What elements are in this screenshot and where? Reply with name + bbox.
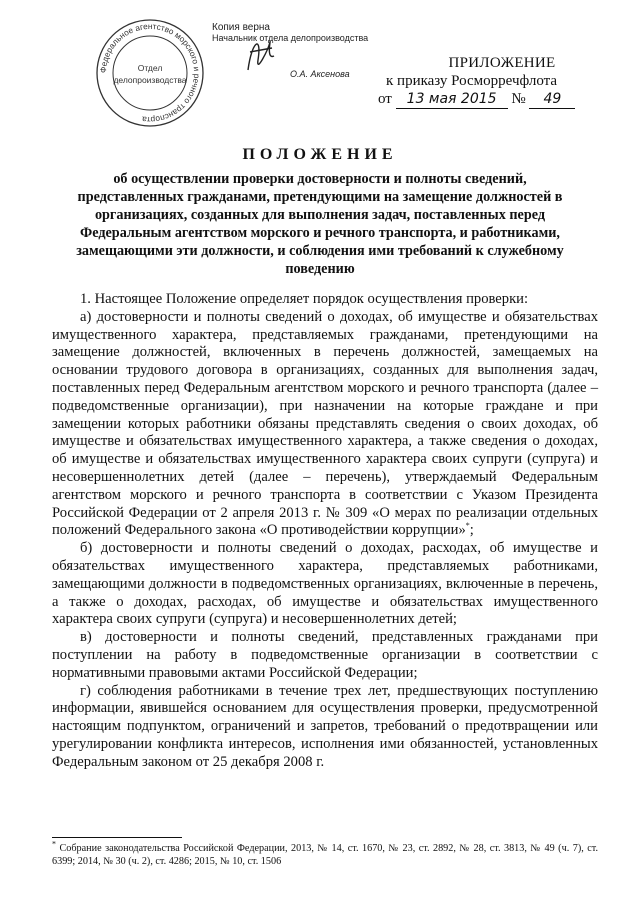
document-title: ПОЛОЖЕНИЕ [242, 146, 398, 163]
from-label: от [378, 91, 392, 107]
handwritten-signature [240, 30, 280, 80]
appendix-order-ref: к приказу Росморречфлота [386, 73, 558, 89]
document-body [52, 291, 598, 772]
footnote-mark: * [52, 839, 56, 849]
stamp-graphic [95, 18, 205, 128]
round-stamp [95, 18, 205, 128]
paragraph-1: 1. Настоящее Положение определяет порядок осуществления проверки: [80, 291, 529, 307]
stamp-center-line2: делопроизводства [113, 75, 187, 85]
order-number: 49 [529, 90, 575, 109]
paragraph-a-end: ; [469, 522, 474, 539]
appendix-date-line [378, 90, 588, 109]
stamp-center-line1: Отдел [137, 63, 163, 73]
document-subtitle: об осуществлении проверки достоверности и полноты сведений, представленных гражданами, претендующими на замещение должностей в организациях, созданных для выполнения задач, поставленных перед Федеральным агентством морского и речного транспорта, и работниками, замещающими эти должности, и соблюдения ими требований к служебному поведению [76, 171, 564, 277]
paragraph-a [52, 309, 598, 540]
footnote-divider [52, 837, 182, 838]
number-label: № [511, 91, 526, 107]
copy-note-line2: Начальник отдела делопроизводства [212, 33, 369, 43]
appendix-header [378, 54, 588, 109]
copy-note-line1: Копия верна [212, 22, 270, 33]
appendix-title: ПРИЛОЖЕНИЕ [448, 55, 556, 71]
stamp-ring-text: Федеральное агентство морского и речного транспорта [97, 20, 203, 126]
footnote-text: Собрание законодательства Российской Федерации, 2013, № 14, ст. 1670, № 23, ст. 2892, № 28, ст. 3813, № 49 (ч. 7), ст. 6399; 2014, № 30 (ч. 2), ст. 4286; 2015, № 10, ст. 1506 [52, 843, 598, 867]
paragraph-a-text: а) достоверности и полноты сведений о доходах, об имуществе и обязательствах имущественного характера, представляемых гражданами, претендующими на замещение должностей, включенных в перечень должностей, замещаемых на основании трудового договора в организациях, созданных для выполнения задач, поставленных перед Федеральным агентством морского и речного транспорта (далее – подведомственные организации), при назначении на которые граждане и при замещении которых работники обязаны представлять сведения о своих доходах, об имуществе и обязательствах имущественного характера, а также сведения о доходах, об имуществе и обязательствах имущественного характера своих супруги (супруга) и несовершеннолетних детей (далее – перечень), утверждаемый Федеральным агентством морского и речного транспорта в соответствии с Указом Президента Российской Федерации от 2 апреля 2013 г. № 309 «О мерах по реализации отдельных положений Федерального закона «О противодействии коррупции» [52, 308, 598, 539]
paragraph-v: в) достоверности и полноты сведений, представленных гражданами при поступлении на работу в подведомственные организации в соответствии с нормативными правовыми актами Российской Федерации; [52, 629, 598, 681]
document-heading [60, 146, 580, 278]
copy-note-signer: О.А. Аксенова [290, 69, 350, 79]
paragraph-g: г) соблюдения работниками в течение трех лет, предшествующих поступлению информации, явившейся основанием для осуществления проверки, предусмотренной настоящим подпунктом, ограничений и запретов, требований о предотвращении или урегулировании конфликта интересов, исполнения ими обязанностей, установленных Федеральным законом от 25 декабря 2008 г. [52, 682, 598, 770]
copy-certification [212, 22, 369, 79]
paragraph-b: б) достоверности и полноты сведений о доходах, расходах, об имуществе и обязательствах имущественного характера, представляемых работниками, замещающими должности в подведомственных организациях, включенные в перечень, а также о доходах, расходах, об имуществе и обязательствах имущественного характера своих супруги (супруга) и несовершеннолетних детей; [52, 540, 598, 628]
order-date: 13 мая 2015 [396, 90, 508, 109]
svg-text:Федеральное агентство морского [98, 21, 202, 125]
footnote-marker: * [465, 521, 470, 531]
footnote [52, 839, 598, 868]
